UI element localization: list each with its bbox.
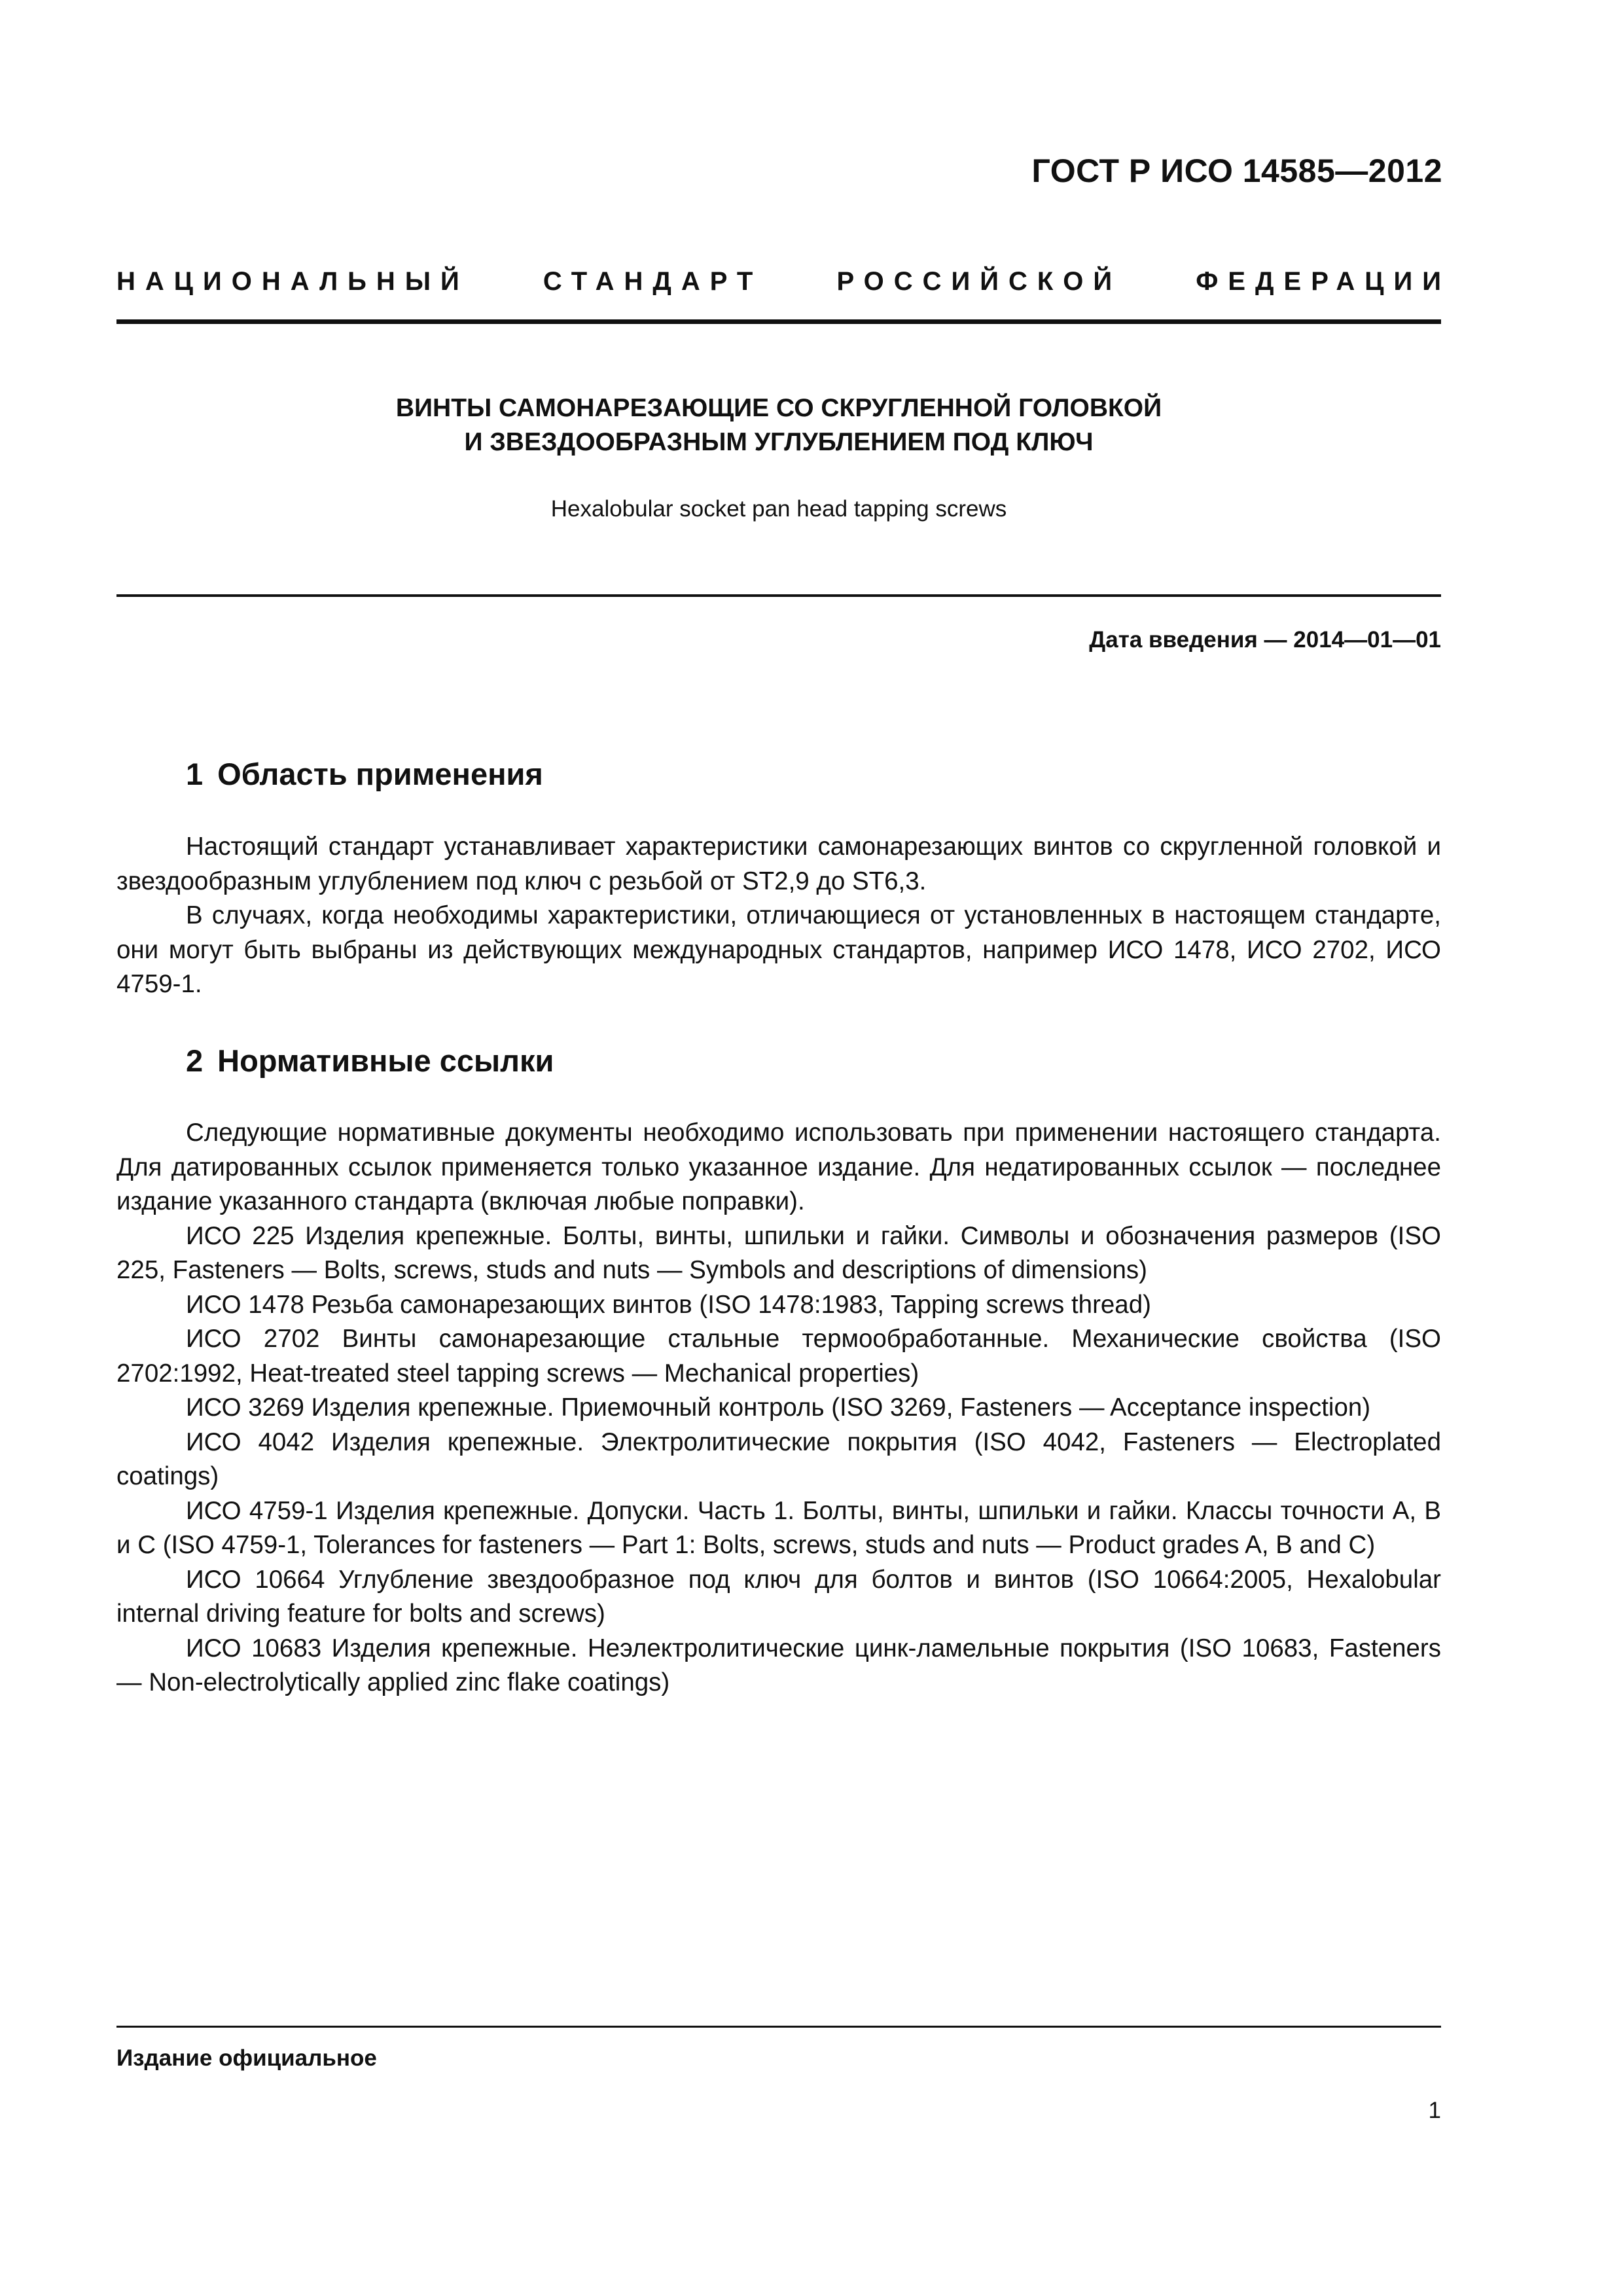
official-edition-label: Издание официальное <box>116 2045 377 2071</box>
national-standard-banner <box>116 267 1451 296</box>
banner-word: ФЕДЕРАЦИИ <box>1196 267 1451 296</box>
banner-word: РОССИЙСКОЙ <box>836 267 1122 296</box>
title-divider <box>116 594 1441 597</box>
document-title <box>116 391 1441 459</box>
banner-word: НАЦИОНАЛЬНЫЙ <box>116 267 469 296</box>
english-title: Hexalobular socket pan head tapping screws <box>550 496 1007 522</box>
section-title: Нормативные ссылки <box>217 1043 554 1078</box>
section-number: 2 <box>186 1043 204 1078</box>
paragraph: Следующие нормативные документы необходимо использовать при применении настоящего стандарта. Для датированных ссылок применяется только указанное издание. Для недатированных ссылок — последнее издание указанного стандарта (включая любые поправки). <box>116 1119 1441 1215</box>
paragraph: В случаях, когда необходимы характеристики, отличающиеся от установленных в настоящем стандарте, они могут быть выбраны из действующих международных стандартов, например ИСО 1478, ИСО 2702, ИСО 4759-1. <box>116 901 1441 998</box>
reference-item: ИСО 1478 Резьба самонарезающих винтов (ISO 1478:1983, Tapping screws thread) <box>186 1290 1151 1319</box>
banner-word: СТАНДАРТ <box>543 267 763 296</box>
section-2-heading <box>186 1043 554 1079</box>
title-line-1: ВИНТЫ САМОНАРЕЗАЮЩИЕ СО СКРУГЛЕННОЙ ГОЛОВКОЙ <box>395 394 1162 422</box>
reference-item: ИСО 4759-1 Изделия крепежные. Допуски. Часть 1. Болты, винты, шпильки и гайки. Классы точности А, В и С (ISO 4759-1, Tolerances for fasteners — Part 1: Bolts, screws, studs and nuts — Product grades A, B and C) <box>116 1496 1441 1559</box>
page-number: 1 <box>1428 2098 1441 2123</box>
reference-item: ИСО 10683 Изделия крепежные. Неэлектролитические цинк-ламельные покрытия (ISO 10683, Fasteners — Non-electrolytically applied zinc flake coatings) <box>116 1634 1441 1696</box>
reference-item: ИСО 2702 Винты самонарезающие стальные термообработанные. Механические свойства (ISO 2702:1992, Heat-treated steel tapping screws — Mechanical properties) <box>116 1325 1441 1388</box>
section-1-body <box>116 830 1441 1002</box>
reference-item: ИСО 3269 Изделия крепежные. Приемочный контроль (ISO 3269, Fasteners — Acceptance inspection) <box>186 1393 1371 1422</box>
date-of-introduction: Дата введения — 2014—01—01 <box>1089 627 1441 653</box>
section-number: 1 <box>186 757 204 791</box>
title-line-2: И ЗВЕЗДООБРАЗНЫМ УГЛУБЛЕНИЕМ ПОД КЛЮЧ <box>464 428 1094 456</box>
section-2-body <box>116 1116 1441 1700</box>
footer-divider <box>116 2026 1441 2028</box>
section-title: Область применения <box>217 757 543 791</box>
paragraph: Настоящий стандарт устанавливает характеристики самонарезающих винтов со скругленной головкой и звездообразным углублением под ключ с резьбой от ST2,9 до ST6,3. <box>116 833 1441 895</box>
reference-item: ИСО 225 Изделия крепежные. Болты, винты, шпильки и гайки. Символы и обозначения размеров (ISO 225, Fasteners — Bolts, screws, studs and nuts — Symbols and descriptions of dimensions) <box>116 1221 1441 1284</box>
section-1-heading <box>186 756 543 792</box>
header-divider <box>116 319 1441 324</box>
reference-item: ИСО 10664 Углубление звездообразное под ключ для болтов и винтов (ISO 10664:2005, Hexalobular internal driving feature for bolts and screws) <box>116 1565 1441 1628</box>
gost-code: ГОСТ Р ИСО 14585—2012 <box>1031 152 1442 189</box>
reference-item: ИСО 4042 Изделия крепежные. Электролитические покрытия (ISO 4042, Fasteners — Electroplated coatings) <box>116 1427 1441 1490</box>
